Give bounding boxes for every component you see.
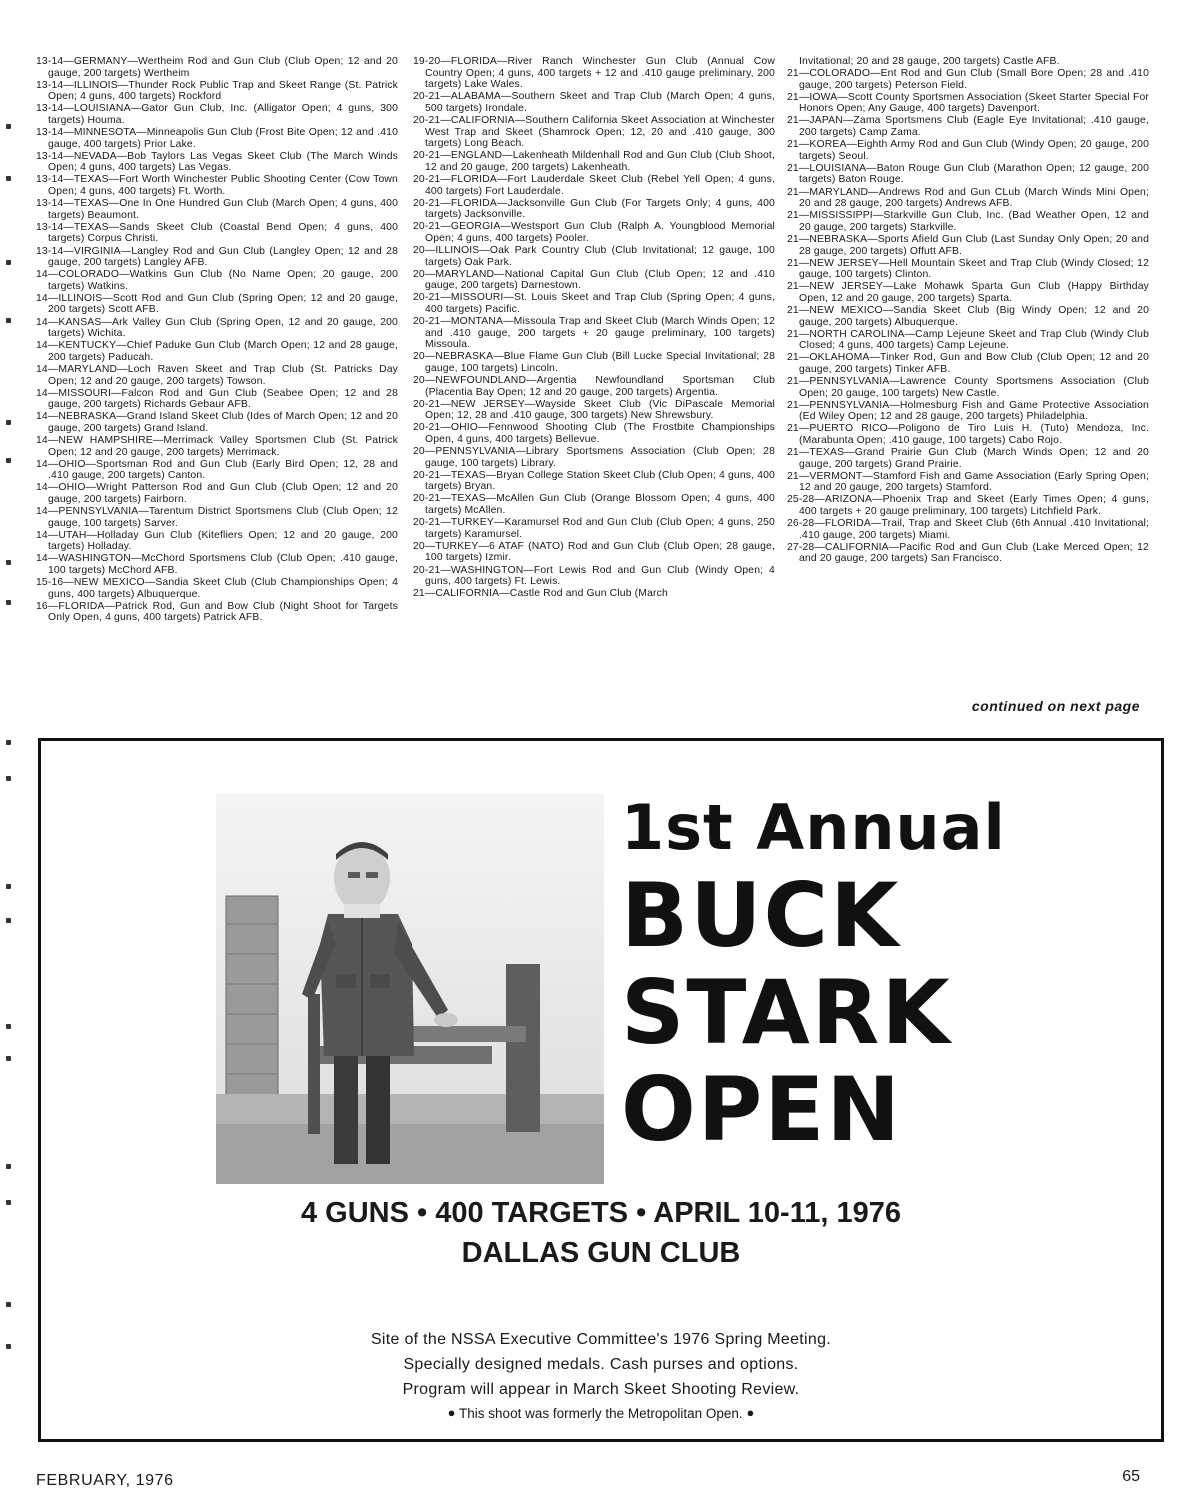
calendar-entry: 14—KANSAS—Ark Valley Gun Club (Spring Open, 12 and 20 gauge, 200 targets) Wichita. [36, 316, 398, 340]
bullet-icon: ● [746, 1405, 755, 1420]
calendar-entry: 20-21—ALABAMA—Southern Skeet and Trap Club (March Open; 4 guns, 500 targets) Irondale. [413, 91, 775, 114]
calendar-entry: 20-21—FLORIDA—Jacksonville Gun Club (For Targets Only; 4 guns, 400 targets) Jacksonville. [413, 197, 775, 221]
calendar-entry: 20—ILLINOIS—Oak Park Country Club (Club Invitational; 12 gauge, 100 targets) Oak Park. [413, 245, 775, 268]
event-venue-line: DALLAS GUN CLUB [461, 1237, 741, 1269]
calendar-entry: 13-14—ILLINOIS—Thunder Rock Public Trap and Skeet Range (St. Patrick Open; 4 guns, 400 targets) Rockford [36, 79, 398, 103]
calendar-entry: 20—NEBRASKA—Blue Flame Gun Club (Bill Lucke Special Invitational; 28 gauge, 100 targets) Lincoln. [413, 351, 775, 374]
calendar-entry: 13-14—LOUISIANA—Gator Gun Club, Inc. (Alligator Open; 4 guns, 300 targets) Houma. [36, 103, 398, 126]
calendar-entry: 20-21—WASHINGTON—Fort Lewis Rod and Gun Club (Windy Open; 4 guns, 400 targets) Ft. Lewis. [413, 564, 775, 588]
calendar-entry: 21—OKLAHOMA—Tinker Rod, Gun and Bow Club (Club Open; 12 and 20 gauge, 200 targets) Tinker AFB. [787, 352, 1149, 375]
advertisement-box [38, 738, 1164, 1442]
calendar-entry: 21—CALIFORNIA—Castle Rod and Gun Club (March [413, 588, 668, 600]
calendar-entry: 20-21—CALIFORNIA—Southern California Skeet Association at Winchester West Trap and Skeet (Shamrock Open; 12, 20 and .410 gauge, 300 targets) Long Beach. [413, 114, 775, 150]
event-title-line-3: STARK [621, 961, 952, 1064]
calendar-entry: 14—PENNSYLVANIA—Tarentum District Sportsmens Club (Club Open; 12 gauge, 100 targets) Sarver. [36, 506, 398, 529]
calendar-entry: 20-21—GEORGIA—Westsport Gun Club (Ralph A. Youngblood Memorial Open; 4 guns, 400 targets) Pooler. [413, 221, 775, 244]
event-title-line-4: OPEN [621, 1058, 903, 1161]
calendar-entry: 20-21—OHIO—Fennwood Shooting Club (The Frostbite Championships Open, 4 guns, 400 targets) Bellevue. [413, 422, 775, 445]
calendar-entry: 14—NEBRASKA—Grand Island Skeet Club (Ides of March Open; 12 and 20 gauge, 200 targets) Grand Island. [36, 411, 398, 434]
calendar-entry: 25-28—ARIZONA—Phoenix Trap and Skeet (Early Times Open; 4 guns, 400 targets + 20 gauge preliminary, 100 targets) Litchfield Park. [787, 494, 1149, 518]
calendar-entry: 13-14—GERMANY—Wertheim Rod and Gun Club (Club Open; 12 and 20 gauge, 200 targets) Wertheim [36, 56, 398, 79]
calendar-column-1 [36, 56, 398, 625]
calendar-entry: 21—JAPAN—Zama Sportsmens Club (Eagle Eye Invitational; .410 gauge, 200 targets) Camp Zama. [787, 115, 1149, 139]
calendar-entry: 21—LOUISIANA—Baton Rouge Gun Club (Marathon Open; 12 gauge, 200 targets) Baton Rouge. [787, 162, 1149, 186]
event-footnote-text: This shoot was formerly the Metropolitan Open. [459, 1406, 743, 1421]
calendar-entry: 21—NEW JERSEY—Lake Mohawk Sparta Gun Club (Happy Birthday Open, 12 and 20 gauge, 200 targets) Sparta. [787, 281, 1149, 304]
calendar-entry: 20-21—FLORIDA—Fort Lauderdale Skeet Club (Rebel Yell Open; 4 guns, 400 targets) Fort Lauderdale. [413, 173, 775, 197]
bullet-icon: ● [447, 1405, 456, 1420]
issue-date: FEBRUARY, 1976 [36, 1472, 174, 1489]
calendar-entry: 14—MARYLAND—Loch Raven Skeet and Trap Club (St. Patricks Day Open; 12 and 20 gauge, 200 targets) Towson. [36, 363, 398, 387]
calendar-entry: 20-21—MISSOURI—St. Louis Skeet and Trap Club (Spring Open; 4 guns, 400 targets) Pacific. [413, 292, 775, 315]
calendar-entry: 13-14—TEXAS—Sands Skeet Club (Coastal Bend Open; 4 guns, 400 targets) Corpus Christi. [36, 221, 398, 245]
event-description-line-2: Specially designed medals. Cash purses and options. [403, 1356, 799, 1373]
calendar-entry: 13-14—TEXAS—One In One Hundred Gun Club (March Open; 4 guns, 400 targets) Beaumont. [36, 198, 398, 221]
calendar-entry: 20—MARYLAND—National Capital Gun Club (Club Open; 12 and .410 gauge, 200 targets) Darnestown. [413, 268, 775, 292]
calendar-entry: 14—OHIO—Sportsman Rod and Gun Club (Early Bird Open; 12, 28 and .410 gauge, 200 targets) Canton. [36, 458, 398, 482]
continued-note: continued on next page [971, 698, 1140, 714]
page-number: 65 [1122, 1468, 1140, 1485]
calendar-entry: 26-28—FLORIDA—Trail, Trap and Skeet Club (6th Annual .410 Invitational; .410 gauge, 200 targets) Miami. [787, 518, 1149, 541]
event-title-line-1: 1st Annual [621, 791, 1006, 864]
man-at-fence-photo [216, 794, 604, 1184]
calendar-entry: 20-21—TURKEY—Karamursel Rod and Gun Club (Club Open; 4 guns, 250 targets) Karamursel. [413, 517, 775, 540]
calendar-entry: 21—KOREA—Eighth Army Rod and Gun Club (Windy Open; 20 gauge, 200 targets) Seoul. [787, 139, 1149, 162]
calendar-entry: 14—WASHINGTON—McChord Sportsmens Club (Club Open; .410 gauge, 100 targets) McChord AFB. [36, 553, 398, 577]
event-headline [41, 1193, 1161, 1273]
event-title [621, 789, 1041, 1161]
calendar-entry: 20—NEWFOUNDLAND—Argentia Newfoundland Sportsman Club (Placentia Bay Open; 12 and 20 gauge, 200 targets) Argentia. [413, 375, 775, 398]
calendar-entry: 14—ILLINOIS—Scott Rod and Gun Club (Spring Open; 12 and 20 gauge, 200 targets) Scott AFB. [36, 292, 398, 316]
calendar-entry: 14—NEW HAMPSHIRE—Merrimack Valley Sportsmen Club (St. Patrick Open; 12 and 20 gauge, 200 targets) Merrimack. [36, 435, 398, 458]
calendar-entry: 14—OHIO—Wright Patterson Rod and Gun Club (Club Open; 12 and 20 gauge, 200 targets) Fairborn. [36, 482, 398, 505]
event-description [41, 1327, 1161, 1402]
calendar-entry: 27-28—CALIFORNIA—Pacific Rod and Gun Club (Lake Merced Open; 12 and 20 gauge, 200 targets) San Francisco. [787, 541, 1149, 565]
event-footnote [41, 1405, 1161, 1421]
calendar-entry: 21—PUERTO RICO—Poligono de Tiro Luis H. (Tuto) Mendoza, Inc. (Marabunta Open; .410 gauge, 100 targets) Cabo Rojo. [787, 423, 1149, 446]
event-description-line-1: Site of the NSSA Executive Committee's 1976 Spring Meeting. [370, 1331, 832, 1348]
calendar-entry: 19-20—FLORIDA—River Ranch Winchester Gun Club (Annual Cow Country Open; 4 guns, 400 targets + 12 and .410 gauge preliminary, 200 targets) Lake Wales. [413, 56, 775, 91]
calendar-entry: 21—NEW MEXICO—Sandia Skeet Club (Big Windy Open; 12 and 20 gauge, 200 targets) Albuquerque. [787, 304, 1149, 328]
calendar-entry: 21—MARYLAND—Andrews Rod and Gun CLub (March Winds Mini Open; 20 and 28 gauge, 200 targets) Andrews AFB. [787, 186, 1149, 210]
calendar-entry: 13-14—VIRGINIA—Langley Rod and Gun Club (Langley Open; 12 and 28 gauge, 200 targets) Langley AFB. [36, 245, 398, 269]
calendar-entry: 21—NEBRASKA—Sports Afield Gun Club (Last Sunday Only Open; 20 and 28 gauge, 200 targets) Offutt AFB. [787, 233, 1149, 257]
calendar-entry: 14—KENTUCKY—Chief Paduke Gun Club (March Open; 12 and 28 gauge, 200 targets) Paducah. [36, 340, 398, 363]
calendar-entry: 16—FLORIDA—Patrick Rod, Gun and Bow Club (Night Shoot for Targets Only Open, 4 guns, 400 targets) Patrick AFB. [36, 600, 398, 624]
calendar-entry: 20—PENNSYLVANIA—Library Sportsmens Association (Club Open; 28 gauge, 100 targets) Library. [413, 446, 775, 469]
calendar-entry: 21—IOWA—Scott County Sportsmen Association (Skeet Starter Special For Honors Open; Any Gauge, 400 targets) Davenport. [787, 91, 1149, 115]
calendar-entry: 21—VERMONT—Stamford Fish and Game Association (Early Spring Open; 12 and 20 gauge, 200 targets) Stamford. [787, 470, 1149, 494]
calendar-entry: 20-21—MONTANA—Missoula Trap and Skeet Club (March Winds Open; 12 and .410 gauge, 200 targets + 20 gauge preliminary, 100 targets) Missoula. [413, 316, 775, 351]
calendar-entry: 21—COLORADO—Ent Rod and Gun Club (Small Bore Open; 28 and .410 gauge, 200 targets) Peterson Field. [787, 68, 1149, 91]
calendar-entry: 21—TEXAS—Grand Prairie Gun Club (March Winds Open; 12 and 20 gauge, 200 targets) Grand Prairie. [787, 447, 1149, 470]
calendar-entry: 14—UTAH—Holladay Gun Club (Kitefliers Open; 12 and 20 gauge, 200 targets) Holladay. [36, 529, 398, 553]
calendar-entry: 21—MISSISSIPPI—Starkville Gun Club, Inc. (Bad Weather Open, 12 and 20 gauge, 200 targets) Starkville. [787, 210, 1149, 233]
event-title-line-2: BUCK [621, 864, 901, 967]
calendar-column-3 [787, 56, 1149, 566]
calendar-entry: 21—PENNSYLVANIA—Lawrence County Sportsmens Association (Club Open; 20 gauge, 100 targets) New Castle. [787, 376, 1149, 399]
event-description-line-3: Program will appear in March Skeet Shooting Review. [402, 1381, 800, 1398]
calendar-entry: 21—PENNSYLVANIA—Holmesburg Fish and Game Protective Association (Ed Wiley Open; 12 and 28 gauge, 200 targets) Philadelphia. [787, 399, 1149, 423]
calendar-entry: 21—NEW JERSEY—Hell Mountain Skeet and Trap Club (Windy Closed; 12 gauge, 100 targets) Clinton. [787, 257, 1149, 281]
calendar-entry: 13-14—NEVADA—Bob Taylors Las Vegas Skeet Club (The March Winds Open; 4 guns, 400 targets) Las Vegas. [36, 150, 398, 174]
calendar-entry: 14—COLORADO—Watkins Gun Club (No Name Open; 20 gauge, 200 targets) Watkins. [36, 269, 398, 292]
calendar-entry: 21—NORTH CAROLINA—Camp Lejeune Skeet and Trap Club (Windy Club Closed; 4 guns, 400 targets) Camp Lejeune. [787, 328, 1149, 352]
margin-marks [0, 0, 14, 1506]
calendar-entry-continuation: Invitational; 20 and 28 gauge, 200 targets) Castle AFB. [799, 56, 1060, 67]
calendar-entry: 13-14—MINNESOTA—Minneapolis Gun Club (Frost Bite Open; 12 and .410 gauge, 400 targets) Prior Lake. [36, 127, 398, 150]
calendar-entry: 20-21—TEXAS—Bryan College Station Skeet Club (Club Open; 4 guns, 400 targets) Bryan. [413, 469, 775, 493]
calendar-entry: 14—MISSOURI—Falcon Rod and Gun Club (Seabee Open; 12 and 28 gauge, 200 targets) Richards Gebaur AFB. [36, 387, 398, 411]
calendar-entry: 15-16—NEW MEXICO—Sandia Skeet Club (Club Championships Open; 4 guns, 400 targets) Albuquerque. [36, 577, 398, 600]
calendar-column-2 [413, 56, 775, 600]
calendar-entry: 13-14—TEXAS—Fort Worth Winchester Public Shooting Center (Cow Town Open; 4 guns, 400 targets) Ft. Worth. [36, 174, 398, 198]
calendar-entry: 20-21—ENGLAND—Lakenheath Mildenhall Rod and Gun Club (Club Shoot, 12 and 20 gauge, 200 targets) Lakenheath. [413, 150, 775, 173]
calendar-entry: 20-21—TEXAS—McAllen Gun Club (Orange Blossom Open; 4 guns, 400 targets) McAllen. [413, 493, 775, 517]
event-details-line: 4 GUNS • 400 TARGETS • APRIL 10-11, 1976 [300, 1197, 901, 1229]
calendar-entry: 20-21—NEW JERSEY—Wayside Skeet Club (Vic DiPascale Memorial Open; 12, 28 and .410 gauge, 300 targets) New Shrewsbury. [413, 398, 775, 422]
calendar-entry: 20—TURKEY—6 ATAF (NATO) Rod and Gun Club (Club Open; 28 gauge, 100 targets) Izmir. [413, 540, 775, 564]
